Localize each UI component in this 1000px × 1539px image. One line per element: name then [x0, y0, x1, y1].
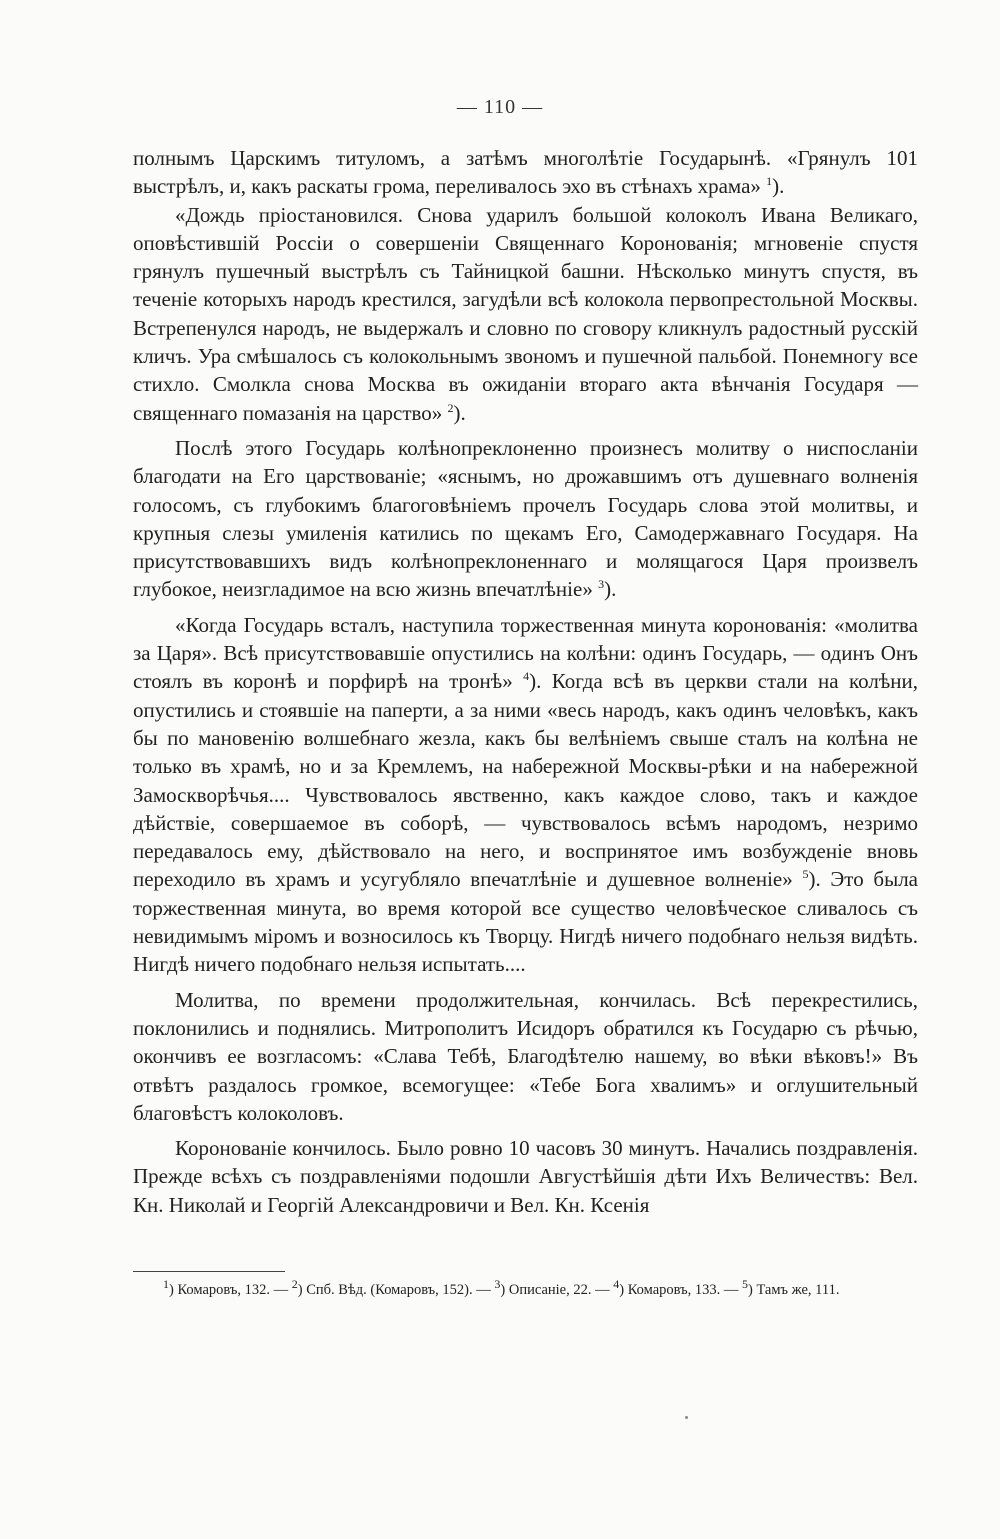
paragraph [133, 434, 918, 604]
footnote-marker: 4 [613, 1277, 620, 1292]
footnote-ref: 5 [802, 867, 809, 882]
paragraph [133, 611, 918, 979]
paragraph [133, 201, 918, 427]
footnote-ref: 1 [766, 174, 773, 189]
footnote-marker: 3 [494, 1277, 501, 1292]
text-run: ). Это была торжественная минута, во время которой все существо человѣческое сливалось съ невидимымъ міромъ и возносилось къ Творцу. Нигдѣ ничего подобнаго нельзя видѣть. Нигдѣ ничего подобнаго нельзя испытать.... [133, 867, 919, 977]
paragraph [133, 1134, 918, 1219]
text-run: полнымъ Царскимъ титуломъ, а затѣмъ многолѣтіе Государынѣ. «Грянулъ 101 выстрѣлъ, и, какъ раскаты грома, переливалось эхо въ стѣнахъ храма» [133, 146, 918, 199]
footnote-ref: 4 [523, 669, 530, 684]
footnote-ref: 3 [598, 577, 605, 592]
footnote-text: ) Комаровъ, 133. — [619, 1282, 742, 1298]
paper-speck [685, 1416, 688, 1419]
footnote-ref: 2 [447, 400, 454, 415]
text-run: ). Когда всѣ въ церкви стали на колѣни, опустились и стоявшіе на паперти, а за ними «весь народъ, какъ одинъ человѣкъ, какъ бы по мановенію волшебнаго жезла, какъ бы велѣніемъ свыше сталъ на колѣна не только въ храмѣ, но и за Кремлемъ, на набережной Москвы-рѣки и на набережной Замоскворѣчья.... Чувствовалось явственно, какъ каждое слово, такъ и каждое дѣйствіе, совершаемое въ соборѣ, — чувствовалось всѣмъ народомъ, незримо передавалось ему, дѣйствовало на него, и воспринятое имъ возбужденіе вновь переходило въ храмъ и усугубляло впечатлѣніе и душевное волненіе» [133, 669, 918, 892]
text-run: Молитва, по времени продолжительная, кончилась. Всѣ перекрестились, поклонились и поднялись. Митрополитъ Исидоръ обратился къ Государю съ рѣчью, окончивъ ее возгласомъ: «Слава Тебѣ, Благодѣтелю нашему, во вѣки вѣковъ!» Въ отвѣтъ раздалось громкое, всемогущее: «Тебе Бога хвалимъ» и оглушительный благовѣстъ колоколовъ. [133, 987, 918, 1125]
footnote-text: ) Тамъ же, 111. [747, 1282, 840, 1298]
body-text [133, 144, 918, 1219]
footnote-marker: 1 [163, 1277, 169, 1292]
text-run: Послѣ этого Государь колѣнопреклоненно произнесъ молитву о ниспосланіи благодати на Его царствованіе; «яснымъ, но дрожавшимъ отъ душевнаго волненія голосомъ, съ глубокимъ благоговѣніемъ прочелъ Государь слова этой молитвы, и крупныя слезы умиленія катились по щекамъ Его, Самодержавнаго Государя. На присутствовавшихъ видъ колѣнопреклоненнаго и молящагося Царя произвелъ глубокое, неизгладимое на всю жизнь впечатлѣніе» [133, 435, 918, 602]
text-run: ). [453, 400, 466, 425]
footnote-text: ) Спб. Вѣд. (Комаровъ, 152). — [297, 1282, 495, 1298]
text-run: «Дождь пріостановился. Снова ударилъ большой колоколъ Ивана Великаго, оповѣстившій Россіи о совершеніи Священнаго Коронованія; мгновеніе спустя грянулъ пушечный выстрѣлъ съ Тайницкой башни. Нѣсколько минутъ спустя, въ теченіе которыхъ народъ крестился, загудѣли всѣ колокола первопрестольной Москвы. Встрепенулся народъ, не выдержалъ и словно по сговору кликнулъ радостный русскій кличъ. Ура смѣшалось съ колокольнымъ звономъ и пушечной пальбой. Понемногу все стихло. Смолкла снова Москва въ ожиданіи втораго акта вѣнчанія Государя — священнаго помазанія на царство» [133, 202, 918, 425]
footnote-line [133, 1277, 918, 1300]
footnote-text: ) Комаровъ, 132. — [169, 1282, 292, 1298]
text-run: Коронованіе кончилось. Было ровно 10 часовъ 30 минутъ. Начались поздравленія. Прежде всѣхъ съ поздравленіями подошли Августѣйшія дѣти Ихъ Величествъ: Вел. Кн. Николай и Георгій Александровичи и Вел. Кн. Ксенія [133, 1136, 918, 1217]
page-number: — 110 — [456, 96, 544, 118]
text-run: ). [604, 577, 617, 602]
text-run: «Когда Государь всталъ, наступила торжественная минута коронованія: «молитва за Царя». Всѣ присутствовавшіе опустились на колѣни: одинъ Государь, — одинъ Онъ стоялъ въ коронѣ и порфирѣ на тронѣ» [133, 612, 918, 694]
footnote-marker: 2 [291, 1277, 298, 1292]
footnote-divider [133, 1271, 285, 1272]
paragraph [133, 144, 918, 201]
paragraph [133, 986, 918, 1127]
footnotes [133, 1277, 918, 1300]
footnote-marker: 5 [741, 1277, 748, 1292]
footnote-text: ) Описаніе, 22. — [500, 1282, 614, 1298]
text-run: ). [772, 174, 785, 199]
